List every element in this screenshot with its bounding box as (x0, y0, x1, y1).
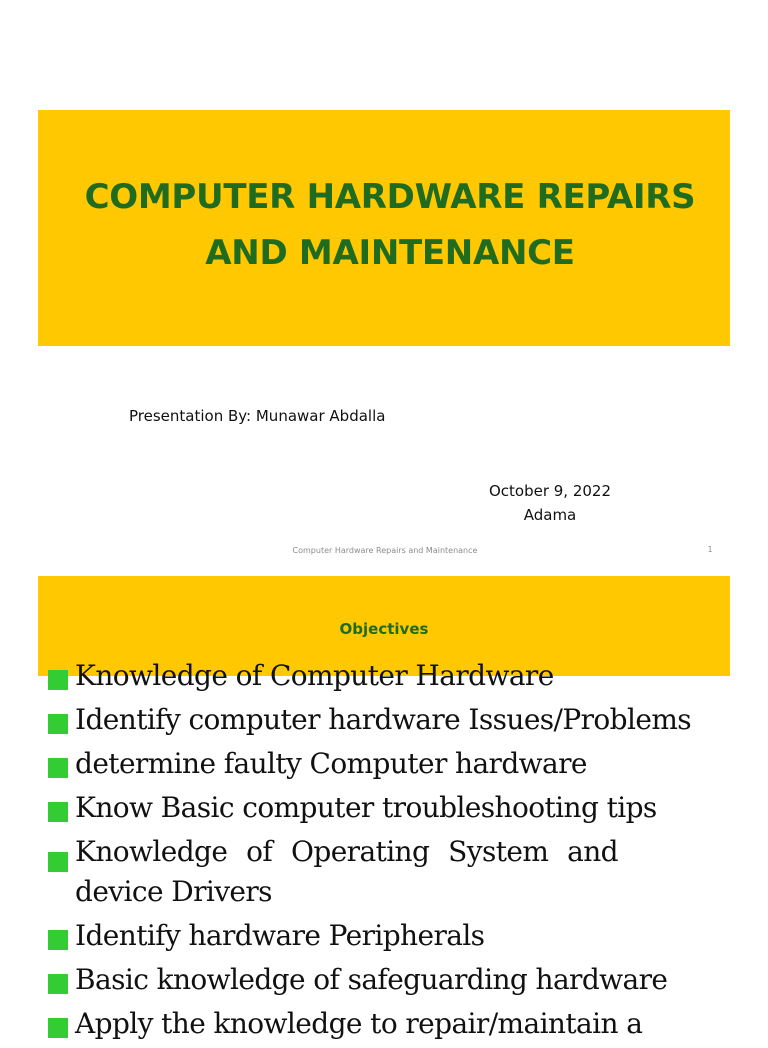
list-item (48, 832, 708, 912)
list-item-text: Identify hardware Peripherals (75, 919, 485, 952)
square-bullet-icon (48, 930, 68, 950)
square-bullet-icon (48, 670, 68, 690)
presentation-location: Adama (523, 506, 577, 524)
list-item-text: Apply the knowledge to repair/maintain a (75, 1007, 643, 1040)
list-item-text (75, 832, 708, 912)
list-item-line: Knowledge of Operating System and (75, 835, 618, 868)
objectives-list (48, 656, 708, 1048)
objectives-title: Objectives (339, 620, 429, 638)
list-item (48, 960, 708, 1000)
list-item-line: device Drivers (75, 875, 272, 908)
square-bullet-icon (48, 852, 68, 872)
date-location (470, 479, 630, 527)
list-item-text: Know Basic computer troubleshooting tips (75, 791, 657, 824)
presentation-title: COMPUTER HARDWARE REPAIRS AND MAINTENANCE (84, 177, 696, 273)
list-item (48, 744, 708, 784)
list-item-text: Knowledge of Computer Hardware (75, 659, 554, 692)
square-bullet-icon (48, 714, 68, 734)
page-number: 1 (707, 545, 713, 554)
square-bullet-icon (48, 1018, 68, 1038)
list-item (48, 656, 708, 696)
square-bullet-icon (48, 758, 68, 778)
list-item (48, 788, 708, 828)
list-item (48, 700, 708, 740)
square-bullet-icon (48, 802, 68, 822)
presenter-name: Presentation By: Munawar Abdalla (129, 407, 386, 425)
list-item-text: determine faulty Computer hardware (75, 747, 587, 780)
square-bullet-icon (48, 974, 68, 994)
list-item (48, 1004, 708, 1044)
title-banner (38, 110, 730, 346)
slide-footer: Computer Hardware Repairs and Maintenance (292, 546, 478, 555)
list-item (48, 916, 708, 956)
presentation-date: October 9, 2022 (488, 482, 612, 500)
list-item-text: Identify computer hardware Issues/Problems (75, 703, 692, 736)
list-item-text: Basic knowledge of safeguarding hardware (75, 963, 668, 996)
